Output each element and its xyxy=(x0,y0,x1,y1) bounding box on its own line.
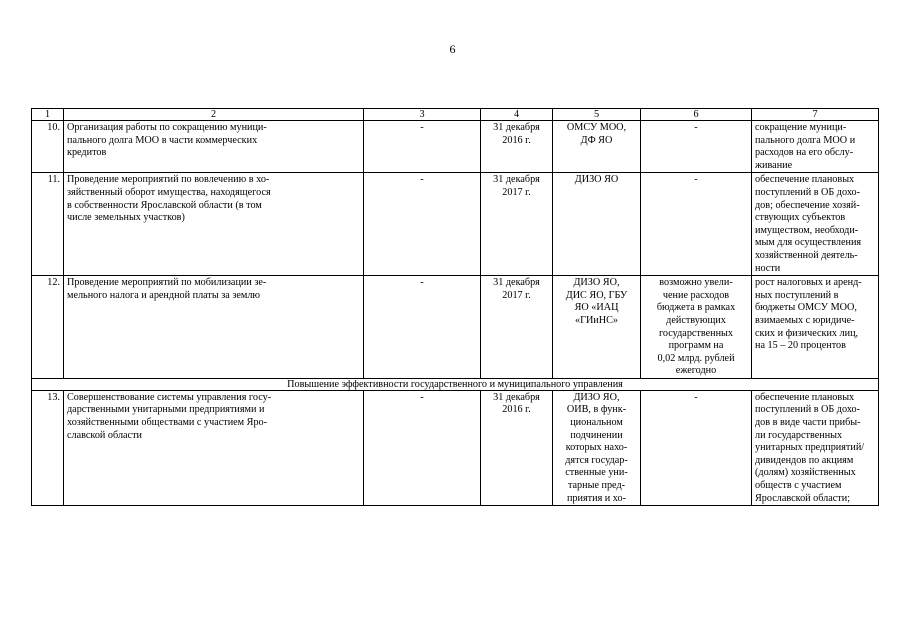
col3-cell: - xyxy=(364,173,481,276)
text-line: 2016 г. xyxy=(502,134,531,146)
text-line: пального долга МОО в части коммерческих xyxy=(67,134,258,146)
measure-cell xyxy=(64,121,364,173)
text-line: взимаемых с юридиче- xyxy=(755,314,855,326)
text-line: ДИЗО ЯО xyxy=(574,174,619,186)
text-line: - xyxy=(694,122,698,133)
text-line: ствующих субъектов xyxy=(755,212,846,224)
text-line: унитарных предприятий/ xyxy=(755,442,865,454)
executor-cell xyxy=(553,276,641,379)
text-line: рост налоговых и аренд- xyxy=(755,277,862,289)
text-line: сокращение муници- xyxy=(755,122,847,133)
text-line: чение расходов xyxy=(662,289,730,301)
text-line: программ на xyxy=(668,340,724,352)
page-number: 6 xyxy=(449,42,456,56)
text-line: приятия и хо- xyxy=(566,492,626,504)
text-line: (долям) хозяйственных xyxy=(755,467,856,479)
text-line: хозяйственными обществами с участием Яро- xyxy=(67,417,268,429)
table-row xyxy=(32,121,879,173)
text-line: которых нахо- xyxy=(565,442,628,454)
text-line: обеспечение плановых xyxy=(755,391,855,403)
column-number: 4 xyxy=(481,109,553,121)
text-line: Совершенствование системы управления госу- xyxy=(67,391,272,403)
text-line: ДФ ЯО xyxy=(580,134,613,146)
text-line: 2016 г. xyxy=(502,404,531,416)
text-line: живание xyxy=(755,159,793,171)
measure-cell xyxy=(64,390,364,505)
text-line: 2017 г. xyxy=(502,289,531,301)
text-line: ности xyxy=(755,262,781,274)
deadline-cell xyxy=(481,390,553,505)
text-line: мым для осуществления xyxy=(755,237,862,249)
text-line: на 15 – 20 процентов xyxy=(755,340,846,352)
executor-cell xyxy=(553,121,641,173)
text-line: циональном xyxy=(570,417,623,429)
text-line: дятся государ- xyxy=(565,454,628,466)
text-line: - xyxy=(694,174,698,186)
text-line: бюджета в рамках xyxy=(656,302,736,314)
text-line: 31 декабря xyxy=(493,277,540,289)
executor-cell xyxy=(553,390,641,505)
col3-cell: - xyxy=(364,121,481,173)
text-line: дов; обеспечение хозяй- xyxy=(755,199,860,211)
text-line: ДИЗО ЯО, xyxy=(573,277,620,289)
row-number: 10. xyxy=(32,121,64,173)
measure-cell xyxy=(64,276,364,379)
text-line: ДИЗО ЯО, xyxy=(573,391,620,403)
text-line: Проведение мероприятий по вовлечению в хо- xyxy=(67,174,270,186)
text-line: ственные уни- xyxy=(565,467,628,479)
text-line: ОИВ, в функ- xyxy=(566,404,627,416)
text-line: ных поступлений в xyxy=(755,289,839,301)
deadline-cell xyxy=(481,276,553,379)
col3-cell: - xyxy=(364,276,481,379)
column-number: 5 xyxy=(553,109,641,121)
row-number: 11. xyxy=(32,173,64,276)
text-line: «ГИиНС» xyxy=(574,314,619,326)
result-cell xyxy=(752,390,879,505)
table-row xyxy=(32,173,879,276)
text-line: дов в виде части прибы- xyxy=(755,417,861,429)
text-line: тарные пред- xyxy=(567,480,626,492)
text-line: хозяйственной деятель- xyxy=(755,249,858,261)
text-line: 31 декабря xyxy=(493,122,540,133)
text-line: 31 декабря xyxy=(493,391,540,403)
text-line: дарственными унитарными предприятиями и xyxy=(67,404,265,416)
text-line: ЯО «ИАЦ xyxy=(574,302,619,314)
section-title: Повышение эффективности государственного и муниципального управления xyxy=(32,378,879,390)
row-number: 12. xyxy=(32,276,64,379)
text-line: ских и физических лиц, xyxy=(755,327,859,339)
measure-cell xyxy=(64,173,364,276)
text-line: Организация работы по сокращению муници- xyxy=(67,122,267,133)
text-line: - xyxy=(694,391,698,403)
text-line: дивидендов по акциям xyxy=(755,454,854,466)
row-number: 13. xyxy=(32,390,64,505)
text-line: обществ с участием xyxy=(755,480,842,492)
text-line: ОМСУ МОО, xyxy=(566,122,627,133)
text-line: ежегодно xyxy=(675,365,717,377)
text-line: Ярославской области; xyxy=(755,492,851,504)
text-line: ДИС ЯО, ГБУ xyxy=(565,289,628,301)
text-line: пального долга МОО и xyxy=(755,134,856,146)
measures-table xyxy=(31,108,879,506)
col3-cell: - xyxy=(364,390,481,505)
table-row xyxy=(32,390,879,505)
text-line: обеспечение плановых xyxy=(755,174,855,186)
funding-cell xyxy=(641,276,752,379)
column-number: 6 xyxy=(641,109,752,121)
text-line: действующих xyxy=(666,314,726,326)
text-line: кредитов xyxy=(67,147,107,159)
text-line: поступлений в ОБ дохо- xyxy=(755,186,861,198)
deadline-cell xyxy=(481,173,553,276)
funding-cell xyxy=(641,173,752,276)
text-line: бюджеты ОМСУ МОО, xyxy=(755,302,857,314)
text-line: 0,02 млрд. рублей xyxy=(657,352,735,364)
text-line: ли государственных xyxy=(755,429,843,441)
text-line: подчинении xyxy=(570,429,623,441)
text-line: зяйственный оборот имущества, находящегося xyxy=(67,186,271,198)
column-number: 3 xyxy=(364,109,481,121)
text-line: поступлений в ОБ дохо- xyxy=(755,404,861,416)
text-line: мельного налога и арендной платы за землю xyxy=(67,289,261,301)
text-line: Проведение мероприятий по мобилизации зе- xyxy=(67,277,267,289)
column-number-row xyxy=(32,109,879,121)
column-number: 7 xyxy=(752,109,879,121)
section-row xyxy=(32,378,879,390)
executor-cell xyxy=(553,173,641,276)
text-line: славской области xyxy=(67,429,142,441)
column-number: 1 xyxy=(32,109,64,121)
text-line: имуществом, необходи- xyxy=(755,224,859,236)
text-line: 2017 г. xyxy=(502,186,531,198)
text-line: в собственности Ярославской области (в том xyxy=(67,199,262,211)
result-cell xyxy=(752,173,879,276)
result-cell xyxy=(752,276,879,379)
text-line: 31 декабря xyxy=(493,174,540,186)
table-row xyxy=(32,276,879,379)
funding-cell xyxy=(641,121,752,173)
text-line: числе земельных участков) xyxy=(67,212,185,224)
text-line: государственных xyxy=(659,327,733,339)
text-line: расходов на его обслу- xyxy=(755,147,854,159)
result-cell xyxy=(752,121,879,173)
deadline-cell xyxy=(481,121,553,173)
column-number: 2 xyxy=(64,109,364,121)
funding-cell xyxy=(641,390,752,505)
text-line: возможно увели- xyxy=(659,277,733,289)
